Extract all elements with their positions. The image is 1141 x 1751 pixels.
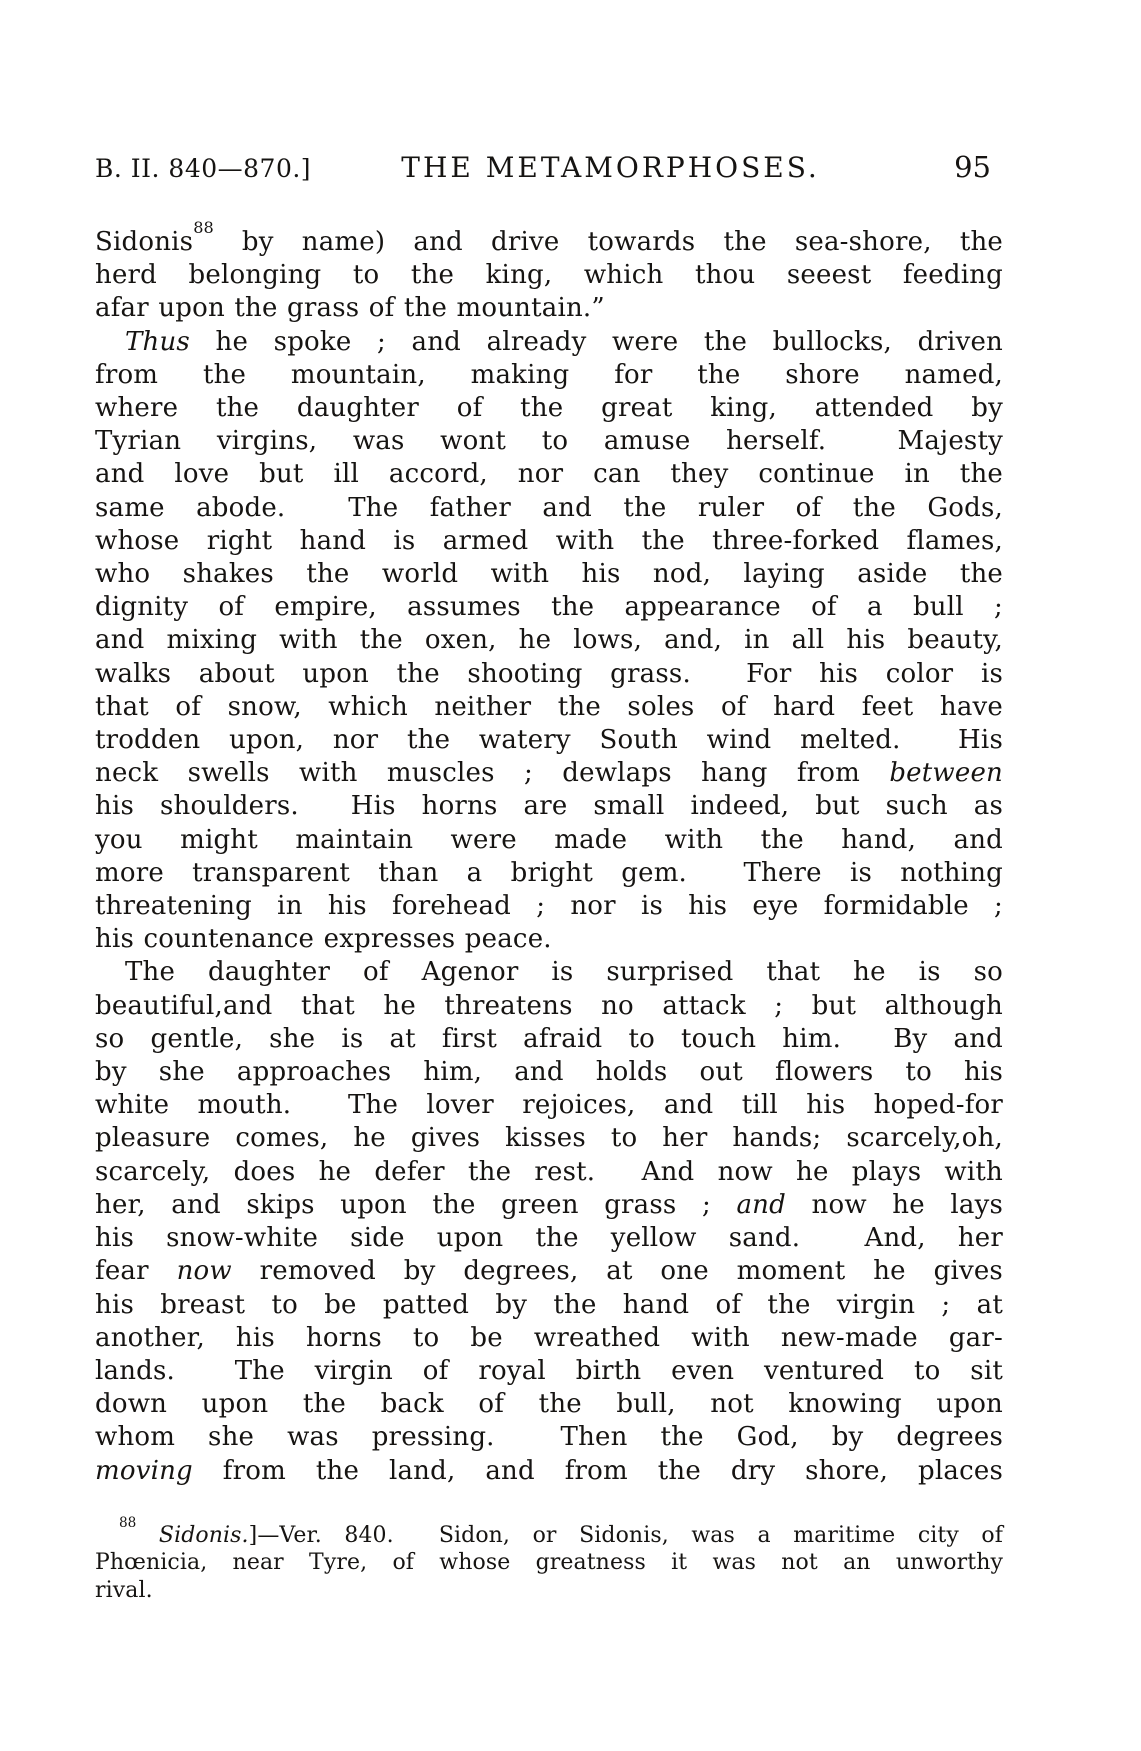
text-line: his shoulders. His horns are small indeed, but such as [95, 791, 1003, 822]
italic-text: Sidonis. [158, 1522, 249, 1548]
text-line [95, 326, 1003, 359]
paragraph [95, 956, 1003, 1487]
text-line: same abode. The father and the ruler of the Gods, [95, 492, 1003, 523]
text-line [95, 1255, 1003, 1288]
text-line: that of snow, which neither the soles of hard feet have [95, 691, 1003, 722]
text-segment: now he lays [785, 1189, 1004, 1220]
text-line: herd belonging to the king, which thou seeest feeding [95, 260, 1003, 291]
text-line: where the daughter of the great king, attended by [95, 393, 1003, 424]
text-line: whom she was pressing. Then the God, by degrees [95, 1422, 1003, 1453]
header-book-line-reference: B. II. 840—870.] [95, 154, 312, 183]
text-segment: ]—Ver. 840. Sidon, or Sidonis, was a maritime city of [248, 1522, 1004, 1548]
italic-text: now [176, 1256, 232, 1287]
text-line: afar upon the grass of the mountain.” [95, 293, 605, 324]
text-segment: from the land, and from the dry shore, places [192, 1455, 1003, 1486]
text-line: and love but ill accord, nor can they continue in the [95, 459, 1003, 490]
text-line: dignity of empire, assumes the appearance of a bull ; [95, 592, 1003, 623]
text-line: who shakes the world with his nod, laying aside the [95, 559, 1003, 590]
text-line: lands. The virgin of royal birth even ventured to sit [95, 1355, 1003, 1386]
text-line: walks about upon the shooting grass. For his color is [95, 658, 1003, 689]
text-line: so gentle, she is at first afraid to touch him. By and [95, 1023, 1003, 1054]
text-segment [136, 1523, 159, 1548]
text-line: his snow-white side upon the yellow sand. And, her [95, 1223, 1003, 1254]
text-segment: Sidonis [95, 227, 194, 257]
text-segment: he spoke ; and already were the bullocks, driven [189, 326, 1003, 357]
footnote-reference: 88 [119, 1515, 137, 1532]
text-line [95, 757, 1003, 790]
italic-text: between [889, 758, 1003, 789]
footnote-reference: 88 [193, 218, 214, 238]
text-line: beautiful,and that he threatens no attack ; but although [95, 990, 1003, 1021]
text-segment: by name) and drive towards the sea-shore, the [213, 227, 1003, 257]
paragraph [95, 326, 1003, 957]
text-line: from the mountain, making for the shore named, [95, 359, 1003, 390]
text-line: Phœnicia, near Tyre, of whose greatness it was not an unworthy [95, 1550, 1003, 1576]
italic-text: Thus [125, 326, 190, 357]
text-line: down upon the back of the bull, not knowing upon [95, 1389, 1003, 1420]
text-line: his breast to be patted by the hand of the virgin ; at [95, 1289, 1003, 1320]
text-line: and mixing with the oxen, he lows, and, in all his beauty, [95, 625, 1003, 656]
text-segment: neck swells with muscles ; dewlaps hang from [95, 758, 890, 789]
text-line: scarcely, does he defer the rest. And now he plays with [95, 1156, 1003, 1187]
page-number: 95 [954, 150, 991, 184]
text-line: The daughter of Agenor is surprised that he is so [125, 957, 1003, 988]
text-line: Tyrian virgins, was wont to amuse herself. Majesty [95, 426, 1003, 457]
text-line [95, 218, 1003, 259]
text-line: another, his horns to be wreathed with new-made gar- [95, 1322, 1003, 1353]
text-line: trodden upon, nor the watery South wind melted. His [95, 725, 1003, 756]
text-segment: removed by degrees, at one moment he gives [231, 1256, 1003, 1287]
page-content [95, 150, 1003, 1605]
text-line [95, 1515, 1004, 1550]
italic-text: moving [95, 1455, 193, 1486]
text-line: you might maintain were made with the hand, and [95, 824, 1003, 855]
paragraph [95, 218, 1003, 326]
text-line [95, 1189, 1003, 1222]
text-line: his countenance expresses peace. [95, 924, 552, 955]
paragraph [95, 1515, 1004, 1605]
text-line [95, 1455, 1003, 1488]
text-line: threatening in his forehead ; nor is his eye formidable ; [95, 891, 1003, 922]
text-line: rival. [95, 1577, 153, 1603]
header-book-title: THE METAMORPHOSES. [401, 151, 820, 184]
text-line: pleasure comes, he gives kisses to her hands; scarcely,oh, [95, 1123, 1003, 1154]
running-header [95, 150, 1003, 184]
footnote [95, 1515, 1004, 1605]
text-segment: fear [95, 1256, 177, 1287]
text-line: white mouth. The lover rejoices, and till his hoped-for [95, 1090, 1003, 1121]
italic-text: and [736, 1189, 786, 1220]
text-line: more transparent than a bright gem. There is nothing [95, 857, 1003, 888]
text-segment: her, and skips upon the green grass ; [95, 1189, 737, 1220]
body-text [95, 218, 1004, 1488]
text-line: by she approaches him, and holds out flowers to his [95, 1057, 1003, 1088]
text-line: whose right hand is armed with the three-forked flames, [95, 525, 1003, 556]
